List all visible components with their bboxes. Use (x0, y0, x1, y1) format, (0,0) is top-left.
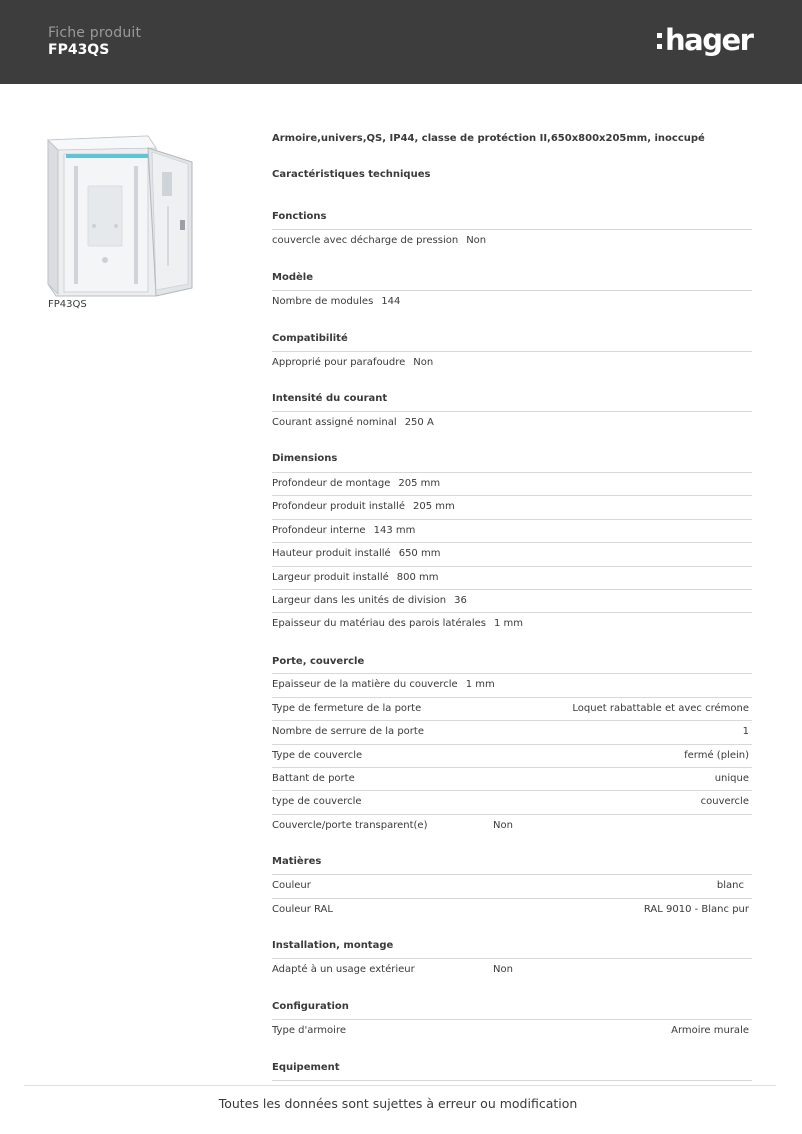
spec-row (272, 495, 752, 519)
spec-label: Couvercle/porte transparent(e) (272, 820, 428, 831)
spec-label: type de couvercle (272, 796, 362, 807)
spec-row (272, 898, 752, 922)
spec-value: Non (493, 820, 513, 831)
spec-label: Couleur (272, 880, 311, 891)
spec-label: Type de fermeture de la porte (272, 703, 422, 714)
spec-row (272, 472, 752, 496)
spec-label: Courant assigné nominal (272, 417, 397, 428)
spec-value: 144 (381, 296, 401, 307)
section-divider (272, 1080, 752, 1081)
spec-value: 650 mm (398, 548, 441, 559)
spec-row (272, 542, 752, 566)
spec-label: Epaisseur du matériau des parois latérales (272, 618, 487, 629)
section-heading-installation: Installation, montage (272, 940, 394, 951)
spec-value: 205 mm (412, 501, 455, 512)
spec-row (272, 519, 752, 543)
header-product-code: FP43QS (48, 42, 110, 58)
spec-row (272, 673, 752, 697)
spec-value: Non (493, 964, 513, 975)
spec-label: Profondeur interne (272, 525, 366, 536)
header-kicker: Fiche produit (48, 25, 142, 41)
spec-label: Type d'armoire (272, 1025, 346, 1036)
spec-value: 800 mm (396, 572, 439, 583)
spec-row (272, 814, 752, 838)
spec-value: blanc (716, 880, 744, 891)
product-image-caption: FP43QS (48, 299, 87, 310)
spec-label: Profondeur produit installé (272, 501, 405, 512)
product-title: Armoire,univers,QS, IP44, classe de protéction II,650x800x205mm, inoccupé (272, 133, 705, 144)
spec-row (272, 958, 752, 982)
spec-value: fermé (plein) (684, 750, 749, 761)
spec-value: Non (466, 235, 487, 246)
spec-value: Armoire murale (671, 1025, 749, 1036)
spec-label: Largeur produit installé (272, 572, 389, 583)
spec-value: couvercle (700, 796, 749, 807)
spec-value: 36 (454, 595, 467, 606)
spec-value: 143 mm (373, 525, 416, 536)
spec-label: Nombre de modules (272, 296, 374, 307)
spec-label: Profondeur de montage (272, 478, 391, 489)
enclosure-cabinet-image (44, 126, 196, 298)
spec-value: RAL 9010 - Blanc pur (643, 904, 749, 915)
section-heading-matieres: Matières (272, 856, 322, 867)
spec-row (272, 744, 752, 768)
spec-value: unique (714, 773, 749, 784)
hager-logo (657, 22, 757, 58)
footer-divider (24, 1085, 776, 1086)
spec-label: Battant de porte (272, 773, 355, 784)
spec-label: couvercle avec décharge de pression (272, 235, 459, 246)
spec-row (272, 1019, 752, 1043)
spec-label: Nombre de serrure de la porte (272, 726, 424, 737)
spec-row (272, 874, 752, 898)
spec-row (272, 790, 752, 814)
section-heading-modele: Modèle (272, 272, 313, 283)
section-heading-fonctions: Fonctions (272, 211, 327, 222)
spec-value: Loquet rabattable et avec crémone (572, 703, 749, 714)
section-heading-dimensions: Dimensions (272, 453, 338, 464)
spec-row (272, 589, 752, 613)
spec-value: Non (413, 357, 434, 368)
spec-value: 205 mm (398, 478, 441, 489)
spec-label: Adapté à un usage extérieur (272, 964, 415, 975)
spec-row (272, 697, 752, 721)
spec-label: Type de couvercle (272, 750, 363, 761)
tech-specs-heading: Caractéristiques techniques (272, 169, 431, 180)
spec-label: Largeur dans les unités de division (272, 595, 447, 606)
spec-row (272, 290, 752, 314)
spec-row (272, 566, 752, 590)
spec-label: Approprié pour parafoudre (272, 357, 406, 368)
spec-row (272, 229, 752, 253)
section-heading-porte: Porte, couvercle (272, 656, 365, 667)
spec-label: Couleur RAL (272, 904, 333, 915)
footer-disclaimer: Toutes les données sont sujettes à erreur ou modification (218, 1096, 578, 1111)
section-heading-intensite: Intensité du courant (272, 393, 388, 404)
spec-label: Hauteur produit installé (272, 548, 391, 559)
logo-wordmark: hager (665, 23, 753, 57)
logo-colon-mark (657, 33, 663, 51)
section-heading-configuration: Configuration (272, 1001, 349, 1012)
section-heading-compatibilite: Compatibilité (272, 333, 348, 344)
spec-value: 250 A (404, 417, 434, 428)
spec-row (272, 411, 752, 435)
spec-row (272, 351, 752, 375)
spec-row (272, 612, 752, 636)
spec-value: 1 mm (494, 618, 524, 629)
section-heading-equipement: Equipement (272, 1062, 340, 1073)
spec-value: 1 mm (465, 679, 495, 690)
header-bar (0, 0, 802, 84)
spec-row (272, 767, 752, 791)
spec-label: Epaisseur de la matière du couvercle (272, 679, 458, 690)
spec-value: 1 (742, 726, 749, 737)
spec-row (272, 720, 752, 744)
